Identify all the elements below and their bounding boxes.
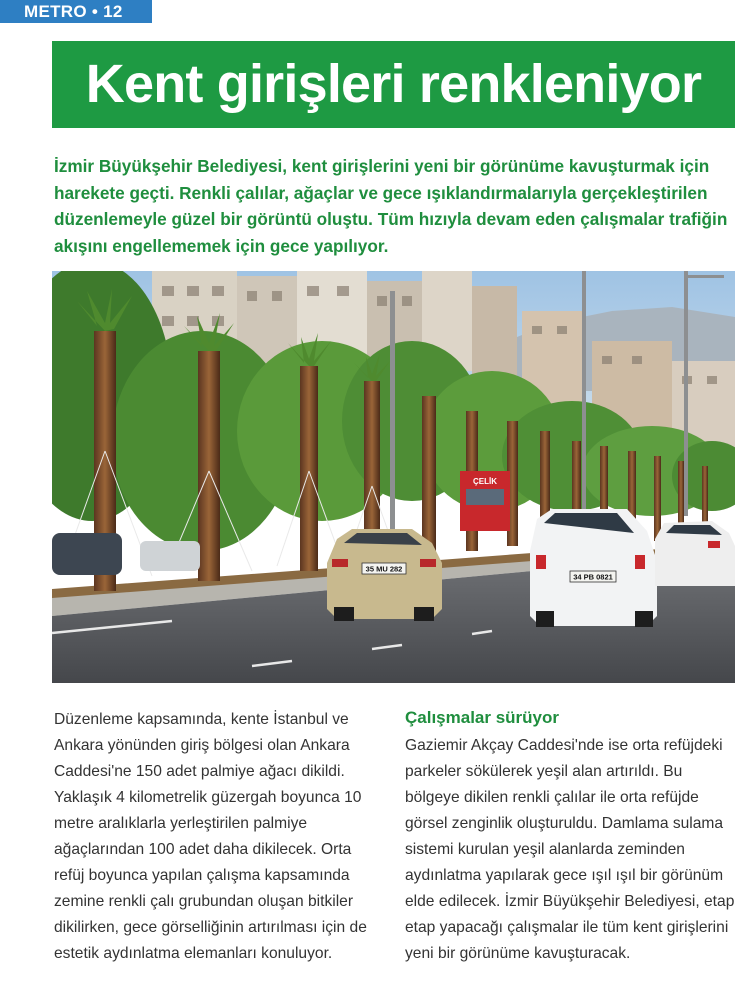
- article-body-left: Düzenleme kapsamında, kente İstanbul ve Ankara yönünden giriş bölgesi olan Ankara Caddesi'ne 150 adet palmiye ağacı dikildi. Yaklaşık 4 kilometrelik güzergah boyunca 10 metre aralıklarla yerleştirilen palmiye ağaçlarından 100 adet daha dikilecek. Orta refüj boyunca yapılan çalışma kapsamında zemine renkli çalı grubundan oluşan bitkiler dikilirken, gece görselliğinin artırılması için de estetik aydınlatma elemanları konuluyor.: [54, 711, 367, 962]
- article-subhead: Çalışmalar sürüyor: [405, 708, 560, 727]
- article-photo: [52, 271, 735, 683]
- red-truck: [460, 471, 510, 531]
- plate-right-car: 34 PB 0821: [573, 572, 613, 582]
- article-lead: İzmir Büyükşehir Belediyesi, kent girişlerini yeni bir görünüme kavuşturmak için harekete geçti. Renkli çalılar, ağaçlar ve gece ışıklandırmalarıyla gerçekleştirilen düzenlemeyle güzel bir görüntü oluştu. Tüm hızıyla devam eden çalışmalar trafiğin akışını engellememek için gece yapılıyor.: [54, 156, 728, 256]
- plate-left-car: 35 MU 282: [365, 564, 403, 574]
- headline-banner: [52, 41, 735, 128]
- gold-sedan: [327, 529, 442, 621]
- white-sedan: [655, 521, 735, 586]
- section-label: METRO • 12: [0, 0, 152, 23]
- article-headline: Kent girişleri renkleniyor: [85, 54, 702, 114]
- white-van: [530, 509, 657, 627]
- truck-sign: ÇELİK: [473, 477, 497, 486]
- article-body-right: Gaziemir Akçay Caddesi'nde ise orta refüjdeki parkeler sökülerek yeşil alan artırıldı. Bu bölgeye dikilen renkli çalılar ile orta refüjde görsel zenginlik oluşturuldu. Damlama sulama sistemi kurulan yeşil alanlarda zeminden aydınlatma yapılarak gece ışıl ışıl bir görünüm elde edilecek. İzmir Büyükşehir Belediyesi, etap etap yapacağı çalışmalar ile tüm kent girişlerini yeni bir görünüme kavuşturacak.: [405, 737, 735, 962]
